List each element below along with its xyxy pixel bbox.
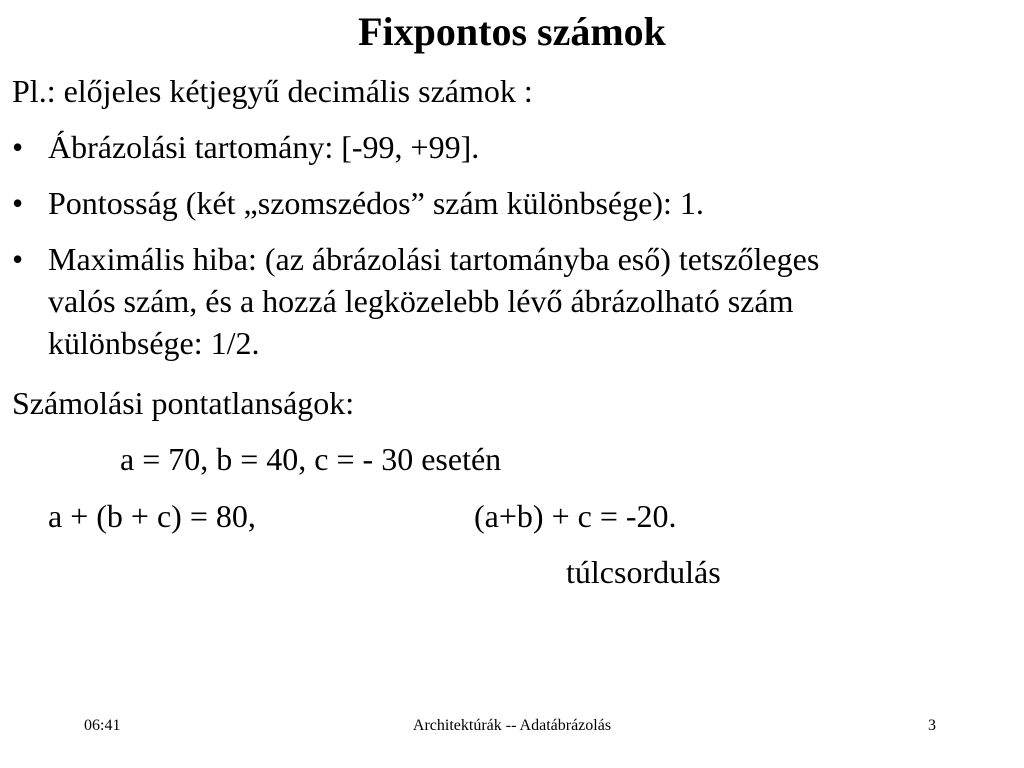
calc-left-expression: a + (b + c) = 80, [48, 498, 256, 534]
footer-page-number: 3 [928, 717, 936, 734]
footer-time: 06:41 [84, 717, 121, 734]
bullet-marker: • [12, 129, 24, 165]
bullet-text-line-2: valós szám, és a hozzá legközelebb lévő ábrázolható szám [48, 283, 794, 319]
bullet-text-line-3: különbsége: 1/2. [48, 325, 260, 361]
intro-text: Pl.: előjeles kétjegyű decimális számok : [12, 73, 533, 109]
bullet-marker: • [12, 241, 24, 277]
bullet-text-line-1: Maximális hiba: (az ábrázolási tartományba eső) tetszőleges [48, 241, 820, 277]
bullet-marker: • [12, 185, 24, 221]
bullet-text: Pontosság (két „szomszédos” szám különbsége): 1. [48, 185, 704, 221]
calc-right-expression: (a+b) + c = -20. [474, 498, 677, 534]
bullet-text: Ábrázolási tartomány: [-99, +99]. [48, 129, 480, 165]
calc-values: a = 70, b = 40, c = - 30 esetén [120, 441, 502, 477]
slide-title: Fixpontos számok [358, 9, 666, 54]
footer-course-title: Architektúrák -- Adatábrázolás [412, 717, 612, 734]
calc-heading: Számolási pontatlanságok: [12, 385, 355, 421]
calc-note: túlcsordulás [566, 554, 721, 590]
